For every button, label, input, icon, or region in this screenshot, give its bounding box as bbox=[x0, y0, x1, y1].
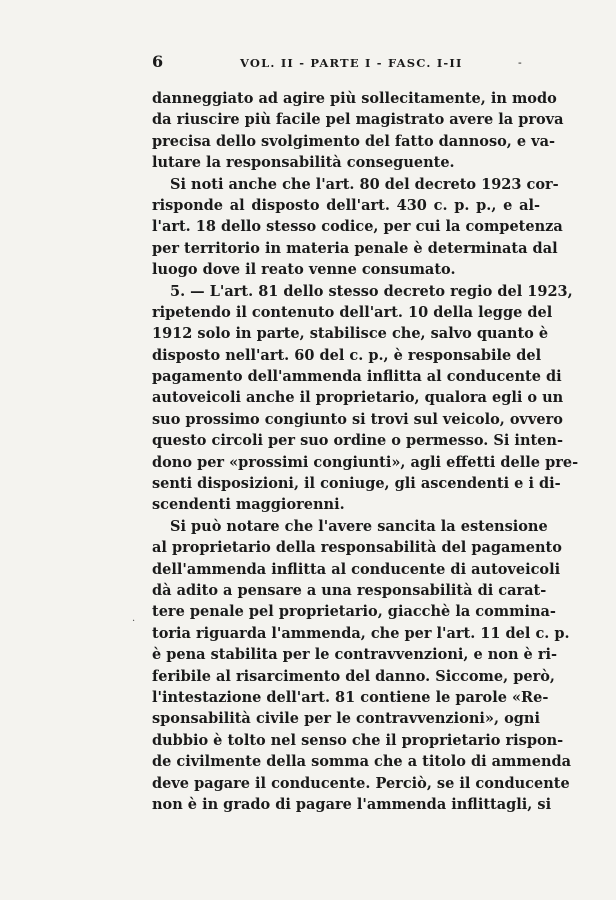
text-line: scendenti maggiorenni. bbox=[152, 496, 345, 514]
text-line: da riuscire più facile pel magistrato avere la prova bbox=[152, 111, 564, 129]
text-line: disposto nell'art. 60 del c. p., è responsabile del bbox=[152, 346, 542, 364]
paragraph bbox=[152, 174, 563, 281]
text-line: feribile al risarcimento del danno. Siccome, però, bbox=[152, 667, 555, 685]
page-number: 6 bbox=[152, 52, 164, 71]
page-header bbox=[152, 52, 542, 76]
text-line: è pena stabilita per le contravvenzioni, e non è ri- bbox=[152, 646, 557, 664]
text-line: precisa dello svolgimento del fatto dannoso, e va- bbox=[152, 132, 555, 150]
text-line: per territorio in materia penale è determinata dal bbox=[152, 239, 558, 257]
text-line: toria riguarda l'ammenda, che per l'art. 11 del c. p. bbox=[152, 624, 570, 642]
body-text bbox=[152, 88, 579, 815]
paragraph bbox=[152, 516, 572, 815]
text-line: tere penale pel proprietario, giacchè la commina- bbox=[152, 603, 556, 621]
text-line: risponde al disposto dell'art. 430 c. p. p., e al- bbox=[152, 196, 540, 214]
text-line: suo prossimo congiunto si trovi sul veicolo, ovvero bbox=[152, 410, 563, 428]
text-line: senti disposizioni, il coniuge, gli ascendenti e i di- bbox=[152, 475, 561, 493]
text-line: l'art. 18 dello stesso codice, per cui la competenza bbox=[152, 218, 563, 236]
text-line: danneggiato ad agire più sollecitamente, in modo bbox=[152, 90, 557, 107]
text-line: Si noti anche che l'art. 80 del decreto 1923 cor- bbox=[170, 175, 559, 193]
running-head: VOL. II - PARTE I - FASC. I-II bbox=[240, 56, 463, 70]
text-line: al proprietario della responsabilità del pagamento bbox=[152, 539, 562, 557]
text-line: ripetendo il contenuto dell'art. 10 della legge del bbox=[152, 303, 553, 321]
text-line: dà adito a pensare a una responsabilità di carat- bbox=[152, 581, 547, 599]
text-line: non è in grado di pagare l'ammenda inflittagli, si bbox=[152, 795, 552, 813]
text-line: 1912 solo in parte, stabilisce che, salvo quanto è bbox=[152, 325, 549, 343]
text-line: lutare la responsabilità conseguente. bbox=[152, 154, 455, 172]
text-line: sponsabilità civile per le contravvenzioni», ogni bbox=[152, 710, 540, 728]
text-line: questo circoli per suo ordine o permesso. Si inten- bbox=[152, 432, 563, 450]
text-line: 5. — L'art. 81 dello stesso decreto regio del 1923, bbox=[170, 282, 573, 300]
text-line: de civilmente della somma che a titolo di ammenda bbox=[152, 753, 572, 771]
paragraph bbox=[152, 281, 579, 516]
text-line: luogo dove il reato venne consumato. bbox=[152, 261, 456, 279]
text-line: dono per «prossimi congiunti», agli effetti delle pre- bbox=[152, 453, 579, 471]
text-line: dell'ammenda inflitta al conducente di autoveicoli bbox=[152, 560, 561, 578]
margin-mark: · bbox=[132, 616, 136, 627]
text-line: deve pagare il conducente. Perciò, se il conducente bbox=[152, 774, 570, 792]
paragraph bbox=[152, 88, 564, 174]
text-line: dubbio è tolto nel senso che il proprietario rispon- bbox=[152, 731, 564, 749]
header-mark: - bbox=[518, 56, 522, 69]
text-line: pagamento dell'ammenda inflitta al conducente di bbox=[152, 368, 562, 386]
text-line: autoveicoli anche il proprietario, qualora egli o un bbox=[152, 389, 564, 407]
text-line: l'intestazione dell'art. 81 contiene le parole «Re- bbox=[152, 688, 549, 706]
text-line: Si può notare che l'avere sancita la estensione bbox=[170, 517, 548, 535]
